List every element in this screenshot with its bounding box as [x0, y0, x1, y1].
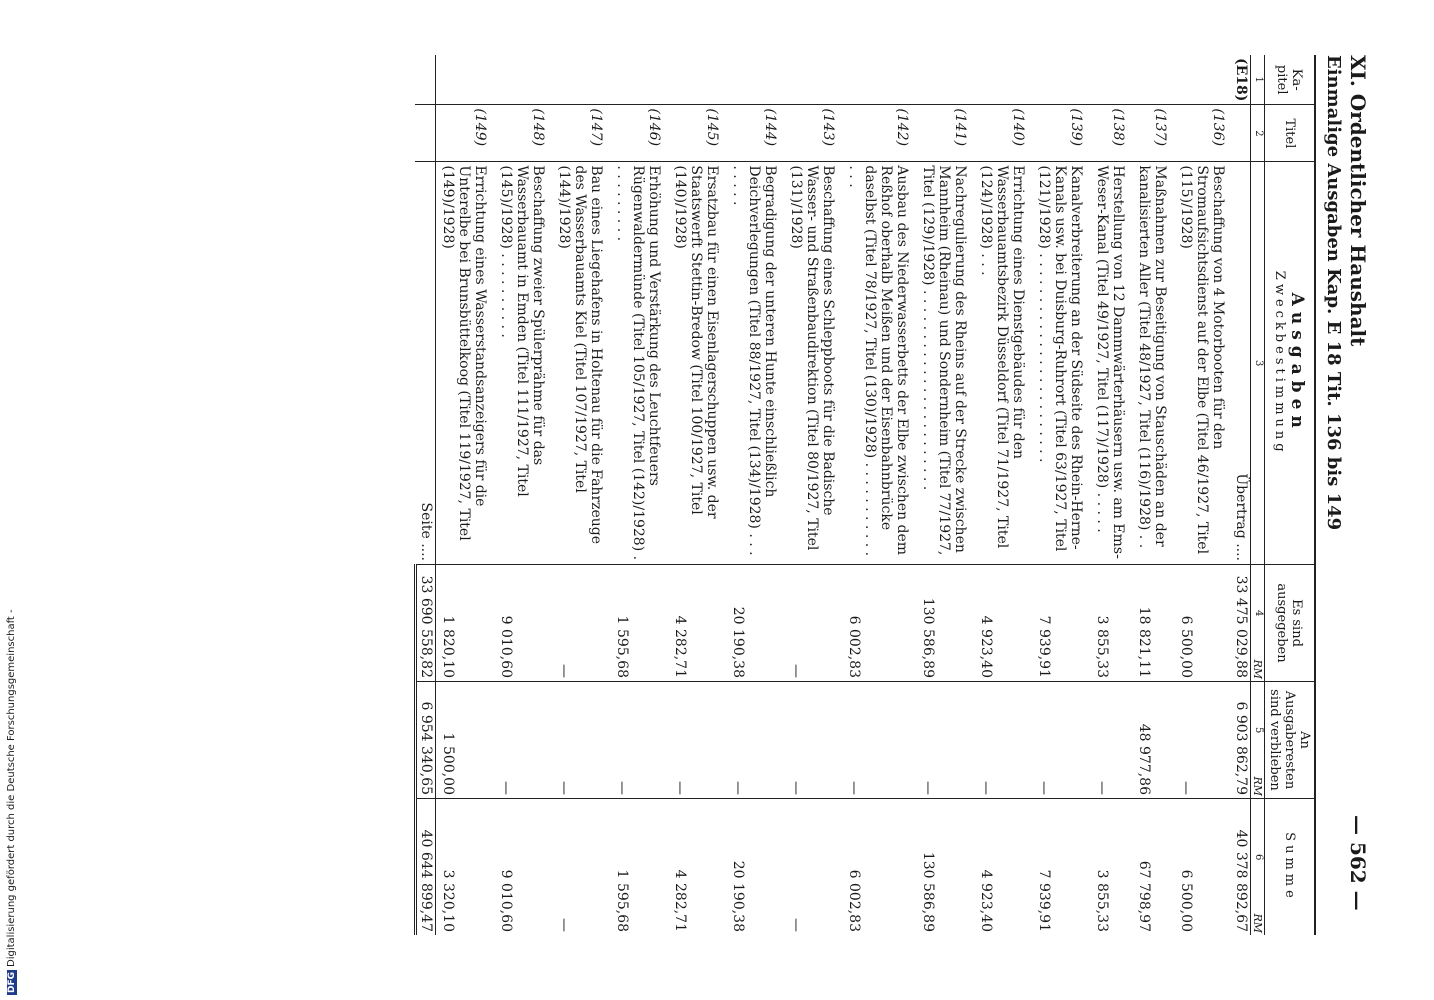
table-row	[842, 55, 916, 935]
ausgegeben-cell: 130 586,89	[916, 565, 974, 682]
reste-cell: —	[552, 682, 610, 799]
seite-reste: 6 954 340,65	[416, 682, 436, 799]
col-kapitel: Ka-pitel	[1265, 55, 1316, 105]
reste-cell: —	[916, 682, 974, 799]
titel-cell: (136)	[1174, 105, 1232, 162]
table-row	[1174, 55, 1232, 935]
table-row	[610, 55, 668, 935]
summe-cell: 130 586,89	[916, 799, 974, 936]
kapitel-cell	[1090, 55, 1132, 105]
section-title: XI. Ordentlicher Haushalt	[1346, 55, 1370, 347]
titel-cell: (139)	[1032, 105, 1090, 162]
seite-label: Seite ....	[416, 162, 436, 565]
col-number-5: 5 RM	[1251, 682, 1265, 799]
col-titel: Titel	[1265, 105, 1316, 162]
summe-cell: 4 923,40	[974, 799, 1032, 936]
table-row	[726, 55, 784, 935]
uebertrag-summe: 40 378 892,67	[1232, 799, 1251, 936]
titel-cell: (144)	[726, 105, 784, 162]
zweck-cell: Erhöhung und Verstärkung des Leuchtfeuers Rügenwaldermünde (Titel 105/1927, Titel (142)/1928) . . . . . . . . . .	[610, 162, 668, 565]
titel-cell: (146)	[610, 105, 668, 162]
col-zweck-header	[1265, 162, 1316, 565]
kapitel-label: (E18)	[1233, 58, 1249, 102]
reste-cell: —	[784, 682, 842, 799]
reste-cell: —	[1032, 682, 1090, 799]
summe-cell: 9 010,60	[494, 799, 552, 936]
col-reste: An Ausgaberesten sind verblieben	[1265, 682, 1316, 799]
unit-label: RM	[1251, 913, 1264, 933]
zweck-cell: Herstellung von 12 Dammwärterhäusern usw. am Ems-Weser-Kanal (Titel 49/1927, Titel (117)/1928) . . . . .	[1090, 162, 1132, 565]
col-number-6: 6 RM	[1251, 799, 1265, 936]
titel-cell: (148)	[494, 105, 552, 162]
summe-cell: 4 282,71	[668, 799, 726, 936]
summe-cell: 7 939,91	[1032, 799, 1090, 936]
ausgegeben-cell: —	[784, 565, 842, 682]
col-zweck: Zweckbestimmung	[1272, 270, 1287, 456]
unit-label: RM	[1251, 659, 1264, 679]
budget-table	[414, 55, 1316, 935]
ausgegeben-cell: —	[552, 565, 610, 682]
ausgegeben-cell: 9 010,60	[494, 565, 552, 682]
zweck-cell: Nachregulierung des Rheins auf der Strecke zwischen Mannheim (Rheinau) und Sondernheim (Titel 77/1927, Titel (129)/1928) . . . . . . . . . . . . . . . . . . . . . . .	[916, 162, 974, 565]
table-row	[784, 55, 842, 935]
kapitel-cell	[1032, 55, 1090, 105]
kapitel-cell	[1174, 55, 1232, 105]
reste-cell: —	[668, 682, 726, 799]
table-row	[916, 55, 974, 935]
uebertrag-ausgegeben: 33 475 029,88	[1232, 565, 1251, 682]
seite-summe: 40 644 899,47	[416, 799, 436, 936]
page-number: — 562 —	[1346, 815, 1370, 911]
summe-cell: —	[552, 799, 610, 936]
table-row	[1132, 55, 1174, 935]
ausgegeben-cell: 4 923,40	[974, 565, 1032, 682]
titel-cell: (145)	[668, 105, 726, 162]
zweck-cell: Beschaffung zweier Spülerprähme für das Wasserbauamt in Emden (Titel 111/1927, Titel (145)/1928) . . . . . . . . . .	[494, 162, 552, 565]
summe-cell: 3 855,33	[1090, 799, 1132, 936]
kapitel-cell	[610, 55, 668, 105]
unit-label: RM	[1251, 776, 1264, 796]
summe-cell: 20 190,38	[726, 799, 784, 936]
ausgegeben-cell: 18 821,11	[1132, 565, 1174, 682]
table-row	[1090, 55, 1132, 935]
reste-cell: —	[842, 682, 916, 799]
kapitel-cell	[974, 55, 1032, 105]
kapitel-cell	[916, 55, 974, 105]
kapitel-cell	[784, 55, 842, 105]
reste-cell: —	[1090, 682, 1132, 799]
col-ausgegeben: Es sind ausgegeben	[1265, 565, 1316, 682]
ausgegeben-cell: 6 500,00	[1174, 565, 1232, 682]
seite-ausgegeben: 33 690 558,82	[416, 565, 436, 682]
uebertrag-row	[1232, 55, 1251, 935]
titel-cell: (140)	[974, 105, 1032, 162]
titel-cell: (149)	[436, 105, 495, 162]
col-number-1: 1	[1251, 55, 1265, 105]
ausgegeben-cell: 20 190,38	[726, 565, 784, 682]
kapitel-cell	[494, 55, 552, 105]
summe-cell: 6 002,83	[842, 799, 916, 936]
zweck-cell: Beschaffung eines Schleppboots für die Badische Wasser- und Straßenbaudirektion (Titel 80/1927, Titel (131)/1928)	[784, 162, 842, 565]
kapitel-cell	[1132, 55, 1174, 105]
reste-cell: —	[610, 682, 668, 799]
col-number-2: 2	[1251, 105, 1265, 162]
ausgegeben-cell: 3 855,33	[1090, 565, 1132, 682]
col-summe: Summe	[1265, 799, 1316, 936]
kapitel-cell	[552, 55, 610, 105]
page-header	[1344, 55, 1370, 975]
table-row	[552, 55, 610, 935]
table-row	[1032, 55, 1090, 935]
summe-cell: 6 500,00	[1174, 799, 1232, 936]
zweck-cell: Beschaffung von 4 Motorbooten für den Stromaufsichtsdienst auf der Elbe (Titel 46/1927, Titel (115)/1928)	[1174, 162, 1232, 565]
summe-cell: 67 798,97	[1132, 799, 1174, 936]
uebertrag-label: Übertrag ....	[1232, 162, 1251, 565]
kapitel-cell	[726, 55, 784, 105]
table-row	[668, 55, 726, 935]
table-row	[494, 55, 552, 935]
seite-row	[416, 55, 436, 935]
zweck-cell: Kanalverbreiterung an der Südseite des Rhein-Herne-Kanals usw. bei Duisburg-Ruhrort (Titel 63/1927, Titel (121)/1928) . . . . . . . . . . . . . . . . . . . . . . . .	[1032, 162, 1090, 565]
ausgegeben-cell: 6 002,83	[842, 565, 916, 682]
titel-cell: (141)	[916, 105, 974, 162]
zweck-cell: Bau eines Liegehafens in Holtenau für die Fahrzeuge des Wasserbauamts Kiel (Titel 107/1927, Titel (144)/1928)	[552, 162, 610, 565]
rotated-page	[90, 55, 1370, 975]
uebertrag-reste: 6 903 862,79	[1232, 682, 1251, 799]
kapitel-cell	[842, 55, 916, 105]
zweck-cell: Maßnahmen zur Beseitigung von Stauschäden an der kanalisierten Aller (Titel 48/1927, Titel (116)/1928) . .	[1132, 162, 1174, 565]
reste-cell: —	[494, 682, 552, 799]
kapitel-cell	[668, 55, 726, 105]
reste-cell: —	[974, 682, 1032, 799]
zweck-cell: Begradigung der unteren Hunte einschließlich Deichverlegungen (Titel 88/1927, Titel (134)/1928) . . . . . . . .	[726, 162, 784, 565]
digitization-footer	[6, 595, 17, 995]
col-number-4: 4 RM	[1251, 565, 1265, 682]
zweck-cell: Errichtung eines Wasserstandsanzeigers für die Unterelbe bei Brunsbüttelkoog (Titel 119/1927, Titel (149)/1928)	[436, 162, 495, 565]
page-subtitle: Einmalige Ausgaben Kap. E 18 Tit. 136 bis 149	[1323, 55, 1344, 531]
col-ausgaben: Ausgaben	[1287, 292, 1307, 434]
titel-cell: (137)	[1132, 105, 1174, 162]
reste-cell: —	[1174, 682, 1232, 799]
kapitel-cell	[436, 55, 495, 105]
col-number-3: 3	[1251, 162, 1265, 565]
summe-cell: 3 320,10	[436, 799, 495, 936]
ausgegeben-cell: 7 939,91	[1032, 565, 1090, 682]
reste-cell: 48 977,86	[1132, 682, 1174, 799]
footer-text: Digitalisierung gefördert durch die Deutsche Forschungsgemeinschaft -	[6, 609, 17, 967]
titel-cell: (138)	[1090, 105, 1132, 162]
reste-cell: 1 500,00	[436, 682, 495, 799]
ausgegeben-cell: 4 282,71	[668, 565, 726, 682]
dfg-logo-icon: DFG	[7, 971, 17, 993]
ausgegeben-cell: 1 820,10	[436, 565, 495, 682]
zweck-cell: Ausbau des Niederwasserbetts der Elbe zwischen dem Reßhof oberhalb Meißen und der Eisenbahnbrücke daselbst (Titel 78/1927, Titel (130)/1928) . . . . . . . . . . . . . .	[842, 162, 916, 565]
zweck-cell: Ersatzbau für einen Eisenlagerschuppen usw. der Staatswerft Stettin-Bredow (Titel 100/1927, Titel (140)/1928)	[668, 162, 726, 565]
table-row	[974, 55, 1032, 935]
reste-cell: —	[726, 682, 784, 799]
summe-cell: —	[784, 799, 842, 936]
titel-cell: (147)	[552, 105, 610, 162]
table-row	[436, 55, 495, 935]
titel-cell: (142)	[842, 105, 916, 162]
titel-cell: (143)	[784, 105, 842, 162]
ausgegeben-cell: 1 595,68	[610, 565, 668, 682]
zweck-cell: Errichtung eines Dienstgebäudes für den Wasserbauamtsbezirk Düsseldorf (Titel 71/1927, Titel (124)/1928) . . .	[974, 162, 1032, 565]
summe-cell: 1 595,68	[610, 799, 668, 936]
